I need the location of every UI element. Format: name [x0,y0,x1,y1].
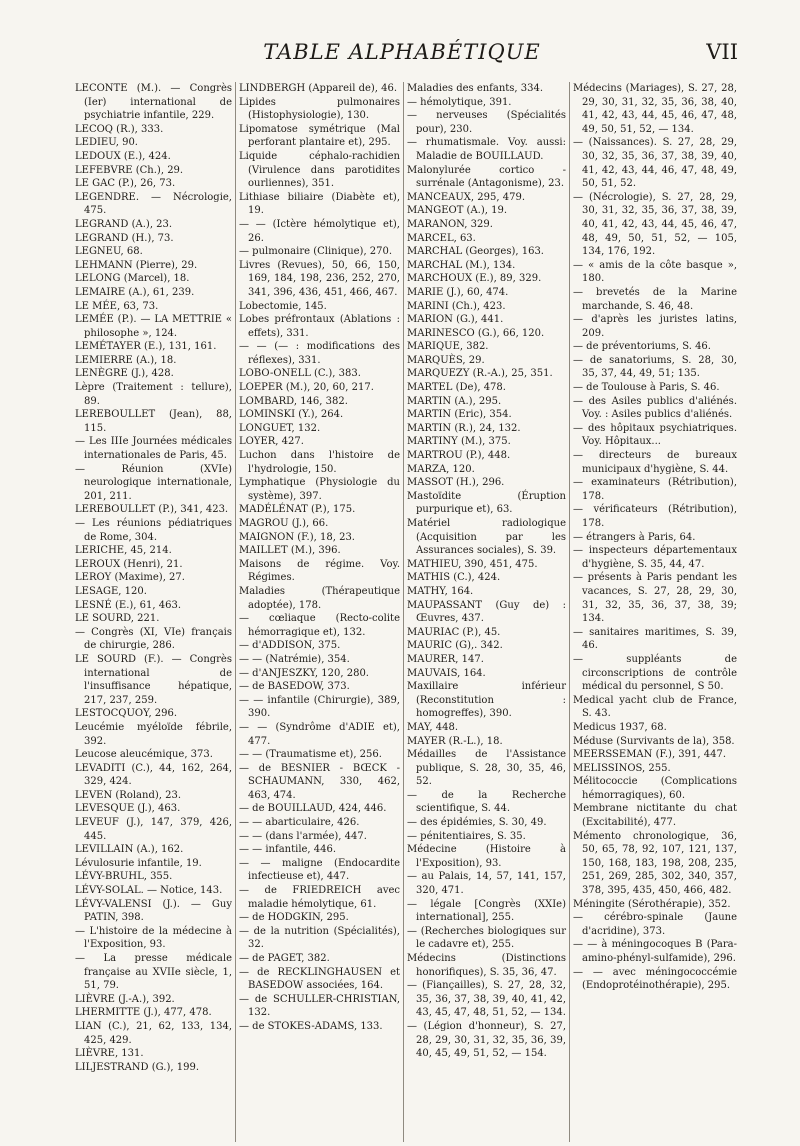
index-entry: — Congrès (XI, VIe) français de chirurgie, 286. [75,626,232,652]
index-entry: MARTEL (De), 478. [407,382,506,394]
index-entry: Médailles de l'Assistance publique, S. 28, 30, 35, 46, 52. [407,749,566,788]
index-entry: LILJESTRAND (G.), 199. [75,1061,199,1073]
index-entry: — examinateurs (Rétribution), 178. [573,477,737,502]
index-entry: — — avec méningococcémie (Endoprotéinothérapie), 295. [573,966,737,992]
page-number: VII [706,40,738,64]
index-entry: Luchon dans l'histoire de l'hydrologie, 150. [239,450,400,475]
index-entry: — de RECKLINGHAUSEN et BASEDOW associées, 164. [239,966,400,992]
index-entry: LEVILLAIN (A.), 162. [75,844,184,856]
index-entry: — de PAGET, 382. [239,953,330,964]
index-entry: — pénitentiaires, S. 35. [407,830,526,842]
index-entry: — (Recherches biologiques sur le cadavre et), 255. [407,925,566,951]
index-entry: MEERSSEMAN (F.), 391, 447. [573,749,727,761]
index-entry: MAUPASSANT (Guy de) : Œuvres, 437. [407,599,566,625]
index-entry: Méningite (Sérothérapie), 352. [573,898,731,910]
index-entry: — de BESNIER - BŒCK - SCHAUMANN, 330, 462, 463, 474. [239,762,400,801]
index-entry: Matériel radiologique (Acquisition par les Assurances sociales), S. 39. [407,518,566,557]
index-entry: LOEPER (M.), 20, 60, 217. [239,382,374,394]
index-entry: — des Asiles publics d'aliénés. Voy. : Asiles publics d'aliénés. [573,395,737,421]
index-entry: — de HODGKIN, 295. [239,912,349,924]
index-entry: MARZA, 120. [407,463,475,475]
index-entry: — — abarticulaire, 426. [239,817,360,829]
index-entry: MATHY, 164. [407,585,474,597]
index-entry: — de STOKES-ADAMS, 133. [239,1020,383,1032]
index-entry: MARCHOUX (E.), 89, 329. [407,273,542,285]
index-entry: LEDOUX (E.), 424. [75,150,171,162]
index-entry: LEFEBVRE (Ch.), 29. [75,164,184,176]
index-entry: — (Nécrologie), S. 27, 28, 29, 30, 31, 32, 35, 36, 37, 38, 39, 40, 41, 42, 43, 44, 45, 46, 47, 48, 49, 50, 51, 52, — 105, 134, 176, 192. [573,191,737,258]
index-entry: MELISSINOS, 255. [573,762,671,774]
index-entry: — d'ADDISON, 375. [239,640,341,652]
index-entry: Lèpre (Traitement : tellure), 89. [75,382,232,407]
index-entry: MAURER, 147. [407,653,484,665]
index-entry: LEREBOULLET (Jean), 88, 115. [75,409,232,434]
index-entry: — de préventoriums, S. 46. [573,341,711,353]
index-entry: LOYER, 427. [239,436,304,448]
index-entry: Maxillaire inférieur (Reconstitution : homogreffes), 390. [407,681,566,720]
index-entry: Lymphatique (Physiologie du système), 397. [239,477,400,502]
index-entry: LINDBERGH (Appareil de), 46. [239,83,398,94]
index-column-4 [569,82,740,1142]
index-entry: Médecine (Histoire à l'Exposition), 93. [407,844,566,869]
index-entry: MARCHAL (Georges), 163. [407,246,544,258]
index-entry: — sanitaires maritimes, S. 39, 46. [573,626,737,652]
index-entry: MASSOT (H.), 296. [407,477,505,489]
index-entry: — au Palais, 14, 57, 141, 157, 320, 471. [407,871,566,897]
index-entry: Membrane nictitante du chat (Excitabilité), 477. [573,803,737,829]
index-entry: LELONG (Marcel), 18. [75,273,190,285]
index-entry: Lipides pulmonaires (Histophysiologie), 130. [239,96,400,122]
index-entry: Méduse (Survivants de la), 358. [573,735,735,747]
index-entry: — de FRIEDREICH avec maladie hémolytique, 61. [239,885,400,910]
index-entry: MARCHAL (M.), 134. [407,259,516,271]
index-entry: — Les réunions pédiatriques de Rome, 304. [75,518,232,543]
index-entry: LÉVY-SOLAL. — Notice, 143. [75,885,223,897]
index-entry: — (Fiançailles), S. 27, 28, 32, 35, 36, 37, 38, 39, 40, 41, 42, 43, 45, 47, 48, 51, 52, — 134. [407,980,566,1019]
index-entry: Leucose aleucémique, 373. [75,749,213,761]
index-entry: MAURIC (G),. 342. [407,640,503,652]
index-entry: — directeurs de bureaux municipaux d'hygiène, S. 44. [573,450,737,475]
index-entry: — — infantile (Chirurgie), 389, 390. [239,694,400,720]
index-entry: MAY, 448. [407,721,458,733]
index-entry: Mastoïdite (Éruption purpurique et), 63. [407,490,566,516]
index-entry: — — (Syndrôme d'ADIE et), 477. [239,721,400,747]
index-entry: LEMIERRE (A.), 18. [75,354,177,366]
index-entry: MAGROU (J.), 66. [239,518,329,529]
index-column-3 [403,82,569,1142]
index-entry: — des épidémies, S. 30, 49. [407,817,547,829]
index-entry: Leucémie myéloïde fébrile, 392. [75,721,232,747]
index-entry: — de BASEDOW, 373. [239,681,350,693]
index-entry: MARTIN (R.), 24, 132. [407,422,521,434]
index-entry: — de la Recherche scientifique, S. 44. [407,789,566,815]
index-entry: LEMÉTAYER (E.), 131, 161. [75,341,217,353]
index-entry: LEREBOULLET (P.), 341, 423. [75,504,229,516]
index-entry: Lithiase biliaire (Diabète et), 19. [239,191,400,217]
index-entry: LECOQ (R.), 333. [75,123,164,135]
index-entry: Médecins (Distinctions honorifiques), S. 35, 36, 47. [407,953,566,978]
index-entry: MARANON, 329. [407,218,493,230]
index-entry: Lobectomie, 145. [239,300,327,312]
index-entry: — — à méningocoques B (Para-amino-phényl-sulfamide), 296. [573,939,737,964]
index-entry: MARTIN (Eric), 354. [407,409,512,421]
index-entry: — d'après les juristes latins, 209. [573,314,737,339]
index-entry: LEGNEU, 68. [75,246,143,258]
index-entry: — d'ANJESZKY, 120, 280. [239,667,369,679]
index-entry: LEGRAND (A.), 23. [75,218,173,230]
index-entry: MATHIS (C.), 424. [407,572,501,584]
index-entry: — — (Natrémie), 354. [239,653,350,665]
index-entry: MANGEOT (A.), 19. [407,205,508,217]
index-entry: LEGRAND (H.), 73. [75,232,174,244]
index-entry: LEVEN (Roland), 23. [75,789,182,801]
index-entry: — des hôpitaux psychiatriques. Voy. Hôpitaux... [573,422,737,448]
index-entry: Liquide céphalo-rachidien (Virulence dans parotidites ourliennes), 351. [239,150,400,190]
index-entry: MARIE (J.), 60, 474. [407,286,509,298]
index-entry: LESNÉ (E.), 61, 463. [75,599,182,611]
index-entry: — inspecteurs départementaux d'hygiène, S. 35, 44, 47. [573,545,737,570]
index-entry: MAYER (R.-L.), 18. [407,735,503,747]
index-entry: LIAN (C.), 21, 62, 133, 134, 425, 429. [75,1020,232,1046]
index-entry: LIÈVRE, 131. [75,1048,144,1060]
index-entry: LE SOURD, 221. [75,613,160,625]
index-entry: LEGENDRE. — Nécrologie, 475. [75,191,232,217]
index-entry: LEVADITI (C.), 44, 162, 264, 329, 424. [75,762,232,788]
index-entry: — nerveuses (Spécialités pour), 230. [407,110,566,135]
index-entry: — cœliaque (Recto-colite hémorragique et), 132. [239,613,400,638]
index-entry: LEVESQUE (J.), 463. [75,803,181,815]
index-entry: MARTINY (M.), 375. [407,436,511,448]
index-entry: LESTOCQUOY, 296. [75,708,178,720]
index-entry: LEVEUF (J.), 147, 379, 426, 445. [75,817,232,842]
index-entry: — de la nutrition (Spécialités), 32. [239,925,400,951]
index-column-2 [235,82,403,1142]
index-entry: MARION (G.), 441. [407,314,504,326]
index-entry: — hémolytique, 391. [407,96,512,108]
index-entry: — de sanatoriums, S. 28, 30, 35, 37, 44, 49, 51; 135. [573,354,737,380]
index-entry: LENÈGRE (J.), 428. [75,368,174,380]
index-entry: — pulmonaire (Clinique), 270. [239,246,393,258]
index-entry: Mélitococcie (Complications hémorragiques), 60. [573,776,737,801]
index-columns [72,82,740,1142]
index-entry: — de SCHULLER-CHRISTIAN, 132. [239,993,400,1019]
index-entry: MARIQUE, 382. [407,341,489,353]
index-entry: MAURIAC (P.), 45. [407,626,501,638]
index-entry: Lévulosurie infantile, 19. [75,857,202,869]
index-entry: MATHIEU, 390, 451, 475. [407,558,538,570]
index-entry: MARINESCO (G.), 66, 120. [407,327,545,339]
index-entry: Maladies des enfants, 334. [407,83,544,94]
index-entry: — — (Traumatisme et), 256. [239,749,382,761]
index-entry: MARQUEZY (R.-A.), 25, 351. [407,368,553,380]
index-entry: Medicus 1937, 68. [573,721,667,733]
index-column-1 [72,82,235,1142]
index-entry: LE SOURD (F.). — Congrès international de l'insuffisance hépatique, 217, 237, 259. [75,653,232,706]
index-entry: — vérificateurs (Rétribution), 178. [573,504,737,529]
running-title: TABLE ALPHABÉTIQUE [263,40,541,64]
index-entry: Lipomatose symétrique (Mal perforant plantaire et), 295. [239,123,400,149]
index-entry: Medical yacht club de France, S. 43. [573,694,737,720]
index-entry: — — (— : modifications des réflexes), 331. [239,341,400,366]
index-entry: MARTIN (A.), 295. [407,395,502,407]
index-entry: — — infantile, 446. [239,844,337,856]
index-entry: — — maligne (Endocardite infectieuse et), 447. [239,857,400,883]
index-entry: LERICHE, 45, 214. [75,545,172,557]
index-entry: MARINI (Ch.), 423. [407,300,506,312]
index-entry: LOBO-ONELL (C.), 383. [239,368,361,380]
index-entry: — (Légion d'honneur), S. 27, 28, 29, 30, 31, 32, 35, 36, 39, 40, 45, 49, 51, 52, — 154. [407,1020,566,1060]
index-entry: — (Naissances). S. 27, 28, 29, 30, 32, 35, 36, 37, 38, 39, 40, 41, 42, 43, 44, 46, 47, 48, 49, 50, 51, 52. [573,137,737,190]
page-header [66,40,738,74]
index-entry: LEROUX (Henri), 21. [75,558,183,570]
index-entry: MAIGNON (F.), 18, 23. [239,531,355,543]
index-entry: — « amis de la côte basque », 180. [573,259,737,285]
index-entry: MADÉLÉNAT (P.), 175. [239,504,356,516]
index-entry: Livres (Revues), 50, 66, 150, 169, 184, 198, 236, 252, 270, 341, 396, 436, 451, 466, 467. [239,259,400,298]
index-entry: LECONTE (M.). — Congrès (Ier) international de psychiatrie infantile, 229. [75,83,232,122]
index-entry: LOMINSKI (Y.), 264. [239,409,344,421]
index-entry: MARCEL, 63. [407,232,476,244]
index-entry: MAUVAIS, 164. [407,667,486,679]
index-entry: — Les IIIe Journées médicales internationales de Paris, 45. [75,436,232,462]
index-entry: — présents à Paris pendant les vacances, S. 27, 28, 29, 30, 31, 32, 35, 36, 37, 38, 39; 134. [573,572,737,625]
index-entry: — suppléants de circonscriptions de contrôle médical du personnel, S 50. [573,653,737,693]
index-entry: Maladies (Thérapeutique adoptée), 178. [239,585,400,611]
index-entry: LHERMITTE (J.), 477, 478. [75,1007,212,1019]
index-entry: LEROY (Maxime), 27. [75,572,185,584]
index-entry: — légale [Congrès (XXIe) international], 255. [407,898,566,924]
index-entry: Mémento chronologique, 36, 50, 65, 78, 92, 107, 121, 137, 150, 168, 183, 198, 208, 235, 251, 269, 285, 302, 340, 357, 378, 395, 435, 450, 466, 482. [573,830,737,897]
index-entry: — brevetés de la Marine marchande, S. 46, 48. [573,286,737,312]
index-entry: LE GAC (P.), 26, 73. [75,178,176,190]
index-entry: LEDIEU, 90. [75,137,138,149]
index-entry: Lobes préfrontaux (Ablations : effets), 331. [239,314,400,339]
index-entry: MARTROU (P.), 448. [407,450,511,462]
index-entry: MAILLET (M.), 396. [239,545,341,557]
index-entry: LIÈVRE (J.-A.), 392. [75,993,175,1005]
index-entry: Médecins (Mariages), S. 27, 28, 29, 30, 31, 32, 35, 36, 38, 40, 41, 42, 43, 44, 45, 46, 47, 48, 49, 50, 51, 52, — 134. [573,83,737,135]
index-entry: — La presse médicale française au XVIIe siècle, 1, 51, 79. [75,953,232,992]
index-entry: — cérébro-spinale (Jaune d'acridine), 373. [573,912,737,937]
index-entry: — L'histoire de la médecine à l'Exposition, 93. [75,925,232,951]
index-entry: — étrangers à Paris, 64. [573,531,696,543]
index-entry: LONGUET, 132. [239,422,321,434]
index-entry: — — (dans l'armée), 447. [239,830,367,842]
index-entry: LÉVY-BRUHL, 355. [75,871,173,883]
index-entry: LEHMANN (Pierre), 29. [75,259,198,271]
index-entry: LEMÉE (P.). — LA METTRIE « philosophe », 124. [75,314,232,339]
index-entry: LEMAIRE (A.), 61, 239. [75,286,195,298]
index-entry: LESAGE, 120. [75,585,147,597]
index-entry: LOMBARD, 146, 382. [239,395,348,407]
index-entry: — — (Ictère hémolytique et), 26. [239,218,400,244]
index-entry: Malonylurée cortico - surrénale (Antagonisme), 23. [407,164,566,190]
index-entry: — de Toulouse à Paris, S. 46. [573,382,720,394]
index-entry: LÉVY-VALENSI (J.). — Guy PATIN, 398. [75,898,232,924]
index-entry: LE MÉE, 63, 73. [75,300,159,312]
index-entry: MANCEAUX, 295, 479. [407,191,525,203]
index-entry: — rhumatismale. Voy. aussi: Maladie de BOUILLAUD. [407,137,566,162]
index-entry: — Réunion (XVIe) neurologique internationale, 201, 211. [75,463,232,502]
index-entry: Maisons de régime. Voy. Régimes. [239,558,400,584]
index-entry: — de BOUILLAUD, 424, 446. [239,803,387,815]
index-entry: MARQUÈS, 29. [407,354,485,366]
